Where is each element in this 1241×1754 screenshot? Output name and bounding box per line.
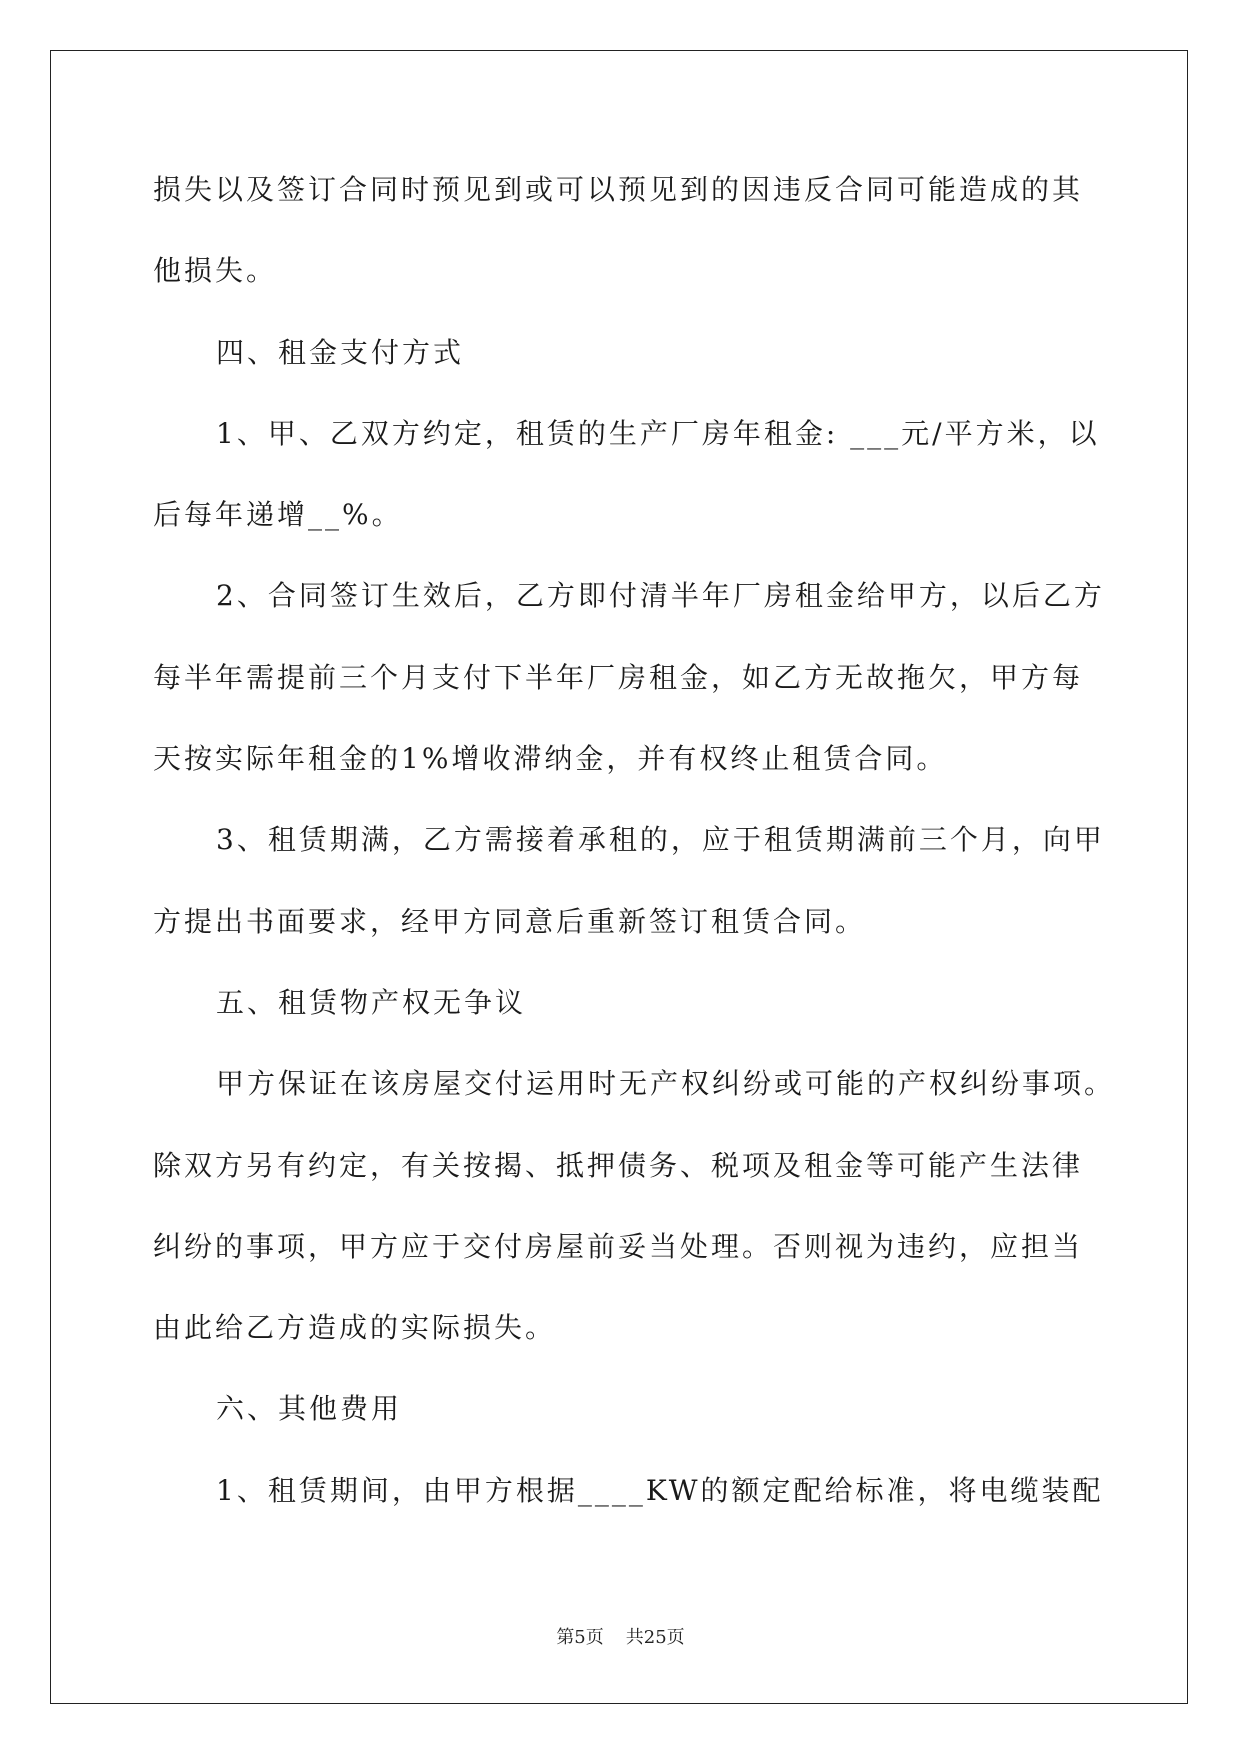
- paragraph-line: 每半年需提前三个月支付下半年厂房租金，如乙方无故拖欠，甲方每: [153, 660, 1084, 694]
- paragraph-line: 除双方另有约定，有关按揭、抵押债务、税项及租金等可能产生法律: [153, 1148, 1084, 1182]
- paragraph-line: 方提出书面要求，经甲方同意后重新签订租赁合同。: [153, 904, 867, 938]
- paragraph-line: 2、合同签订生效后，乙方即付清半年厂房租金给甲方，以后乙方: [216, 579, 1105, 613]
- paragraph-line: 损失以及签订合同时预见到或可以预见到的因违反合同可能造成的其: [153, 173, 1084, 206]
- document-body: [153, 149, 1153, 1531]
- paragraph-line: 由此给乙方造成的实际损失。: [153, 1311, 557, 1345]
- paragraph-line: 1、甲、乙双方约定，租赁的生产厂房年租金: ___元/平方米，以: [216, 416, 1100, 450]
- paragraph-line: 天按实际年租金的1%增收滞纳金，并有权终止租赁合同。: [153, 742, 948, 776]
- paragraph-line: 3、租赁期满，乙方需接着承租的，应于租赁期满前三个月，向甲: [216, 823, 1105, 857]
- paragraph-line: 后每年递增__%。: [153, 498, 403, 532]
- section-heading-rent-payment: 四、租金支付方式: [216, 335, 465, 369]
- page-footer: [0, 1624, 1241, 1652]
- paragraph-line: 纠纷的事项，甲方应于交付房屋前妥当处理。否则视为违约，应担当: [153, 1229, 1084, 1263]
- current-page-number: 第5页: [556, 1627, 604, 1648]
- paragraph-line: 1、租赁期间，由甲方根据____KW的额定配给标准，将电缆装配: [216, 1473, 1104, 1507]
- paragraph-line: 他损失。: [153, 254, 278, 288]
- paragraph-line: 甲方保证在该房屋交付运用时无产权纠纷或可能的产权纠纷事项。: [216, 1067, 1116, 1101]
- section-heading-other-fees: 六、其他费用: [216, 1392, 403, 1426]
- section-heading-property-rights: 五、租赁物产权无争议: [216, 985, 527, 1019]
- total-page-count: 共25页: [625, 1627, 685, 1648]
